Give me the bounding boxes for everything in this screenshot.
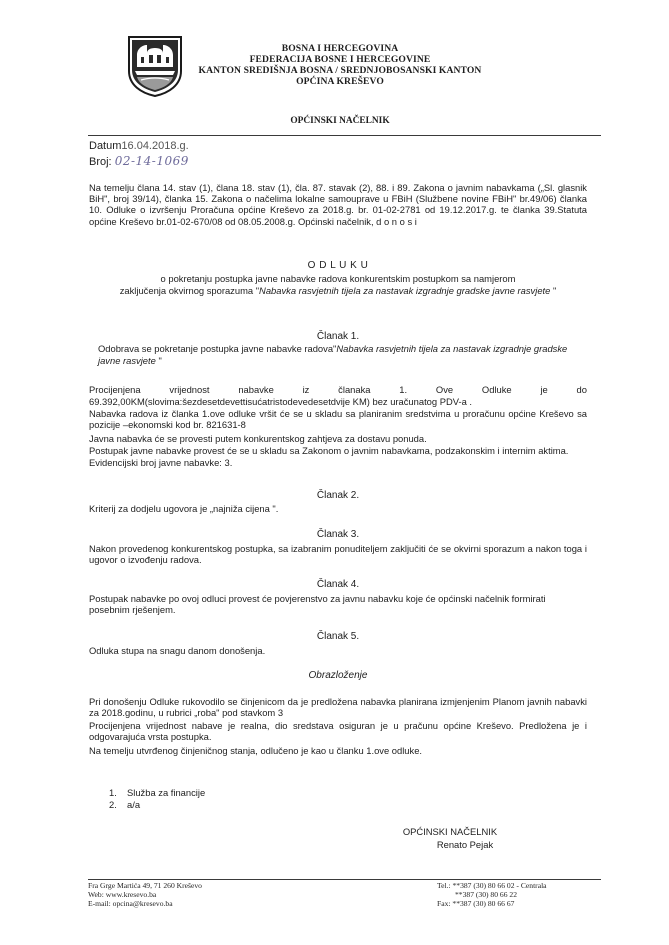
header-municipality: OPĆINA KREŠEVO (296, 76, 384, 87)
footer-phone: Tel.: **387 (30) 80 66 02 - Centrala (437, 881, 547, 890)
date-label: Datum (89, 140, 122, 152)
subtitle-prefix: zaključenja okvirnog sporazuma " (119, 285, 260, 296)
distribution-item (109, 799, 140, 810)
footer-web: Web: www.kresevo.ba (88, 890, 157, 899)
number-line (89, 154, 189, 168)
article-1-prefix: Odobrava se pokretanje postupka javne nabavke radova" (98, 343, 337, 354)
article-1-value-line1: Procijenjena vrijednost nabavke iz članaka 1. Ove Odluke je do (89, 384, 587, 395)
article-2-text: Kriterij za dodjelu ugovora je „najniža cijena ". (89, 503, 279, 514)
article-1-suffix: " (155, 355, 162, 366)
rationale-paragraph-2: Procijenjena vrijednost nabave je realna, dio sredstava osiguran je u pračunu općine Kreševo. Predložena je i odgovarajuća vrsta postupka. (89, 720, 587, 743)
footer-divider (88, 879, 601, 880)
header-country: BOSNA I HERCEGOVINA (281, 43, 399, 54)
distribution-item-number: 2. (109, 799, 117, 810)
footer-fax: Fax: **387 (30) 80 66 67 (437, 899, 515, 908)
date-value: 16.04.2018.g. (121, 140, 189, 152)
header-office: OPĆINSKI NAČELNIK (290, 116, 390, 126)
signature-title: OPĆINSKI NAČELNIK (402, 826, 498, 837)
article-3-text: Nakon provedenog konkurentskog postupka, sa izabranim ponuditeljem zaključiti će se okvirni sporazum a nakon toga i ugovor o izvođenju radova. (89, 543, 587, 566)
subtitle-project-name: Nabavka rasvjetnih tijela za nastavak izgradnje gradske javne rasvjete (259, 285, 551, 296)
article-1-project-name: Nabavka rasvjetnih tijela za nastavak izgradnje gradske javne rasvjete (98, 343, 568, 366)
article-2-heading: Članak 2. (316, 490, 360, 501)
article-1-procedure: Javna nabavka će se provesti putem konkurentskog zahtjeva za dostavu ponuda. (89, 433, 427, 444)
footer-phone-2: **387 (30) 80 66 22 (455, 890, 518, 899)
decision-title: O D L U K U (307, 260, 369, 271)
number-value-handwritten: 02-14-1069 (114, 154, 189, 168)
article-1-value-line2: 69.392,00KM(slovima:šezdesetdevettisućatristodevedesetdvije KM) bez uračunatog PDV-a . (89, 396, 473, 407)
article-1-heading: Članak 1. (316, 331, 360, 342)
date-line (89, 140, 189, 152)
distribution-item (109, 787, 205, 798)
rationale-heading: Obrazloženje (308, 670, 368, 681)
distribution-item-text: Služba za financije (127, 787, 206, 798)
article-1-registry: Evidencijski broj javne nabavke: 3. (89, 457, 233, 468)
article-1-law: Postupak javne nabavke provest će se u skladu sa Zakonom o javnim nabavkama, podzakonskim i internim aktima. (89, 445, 569, 456)
decision-subtitle-2 (89, 285, 587, 296)
preamble: Na temelju članа 14. stav (1), člana 18. stav (1), čla. 87. stavak (2), 88. i 89. Zakona o javnim nabavkama („Sl. glasnik BiH", broj 39/14), članka 15. Zakona o načelima lokalne samouprave u FBiH (Službene novine FBiH" br.49/06) članka 10. Odluke o izvršenju Proračuna općine Kreševo za 2018.g. br. 01-02-2781 od 19.12.2017.g. te članka 39.Statuta općine Kreševo br.01-02-670/08 od 08.05.2008.g. Općinski načelnik, d o n o s i (89, 182, 587, 227)
rationale-paragraph-1: Pri donošenju Odluke rukovodilo se činjenicom da je predložena nabavka planirana izmjenjenim Planom javnih nabavki za 2018.godinu, u rubrici „roba" pod stavkom 3 (89, 696, 587, 719)
coat-of-arms-emblem (127, 35, 183, 97)
article-1-budget: Nabavka radova iz članka 1.ove odluke vršit će se u skladu sa planiranim sredstvima u proračunu općine Kreševo sa pozicije –ekonomski kod br. 821631-8 (89, 408, 587, 431)
article-1-text (98, 343, 588, 367)
article-5-text: Odluka stupa na snagu danom donošenja. (89, 645, 266, 656)
distribution-item-text: a/a (127, 799, 141, 810)
article-3-heading: Članak 3. (316, 529, 360, 540)
rationale-paragraph-3: Na temelju utvrđenog činjeničnog stanja, odlučeno je kao u članku 1.ove odluke. (89, 745, 423, 756)
distribution-item-number: 1. (109, 787, 117, 798)
article-4-heading: Članak 4. (316, 579, 360, 590)
article-5-heading: Članak 5. (316, 631, 360, 642)
decision-subtitle-1: o pokretanju postupka javne nabavke radova konkurentskim postupkom sa namjerom (160, 273, 516, 284)
number-label: Broj: (89, 156, 112, 168)
footer-email: E-mail: opcina@kresevo.ba (88, 899, 173, 908)
header-divider (88, 135, 601, 136)
article-4-text: Postupak nabavke po ovoj odluci provest će povjerenstvo za javnu nabavku koje će općinski načelnik formirati posebnim rješenjem. (89, 593, 546, 616)
header-federation: FEDERACIJA BOSNE I HERCEGOVINE (249, 54, 431, 65)
subtitle-suffix: " (550, 285, 557, 296)
header-canton: KANTON SREDIŠNJA BOSNA / SREDNJOBOSANSKI KANTON (198, 65, 482, 76)
signature-name: Renato Pejak (436, 839, 494, 850)
footer-address: Fra Grge Martića 49, 71 260 Kreševo (88, 881, 202, 890)
